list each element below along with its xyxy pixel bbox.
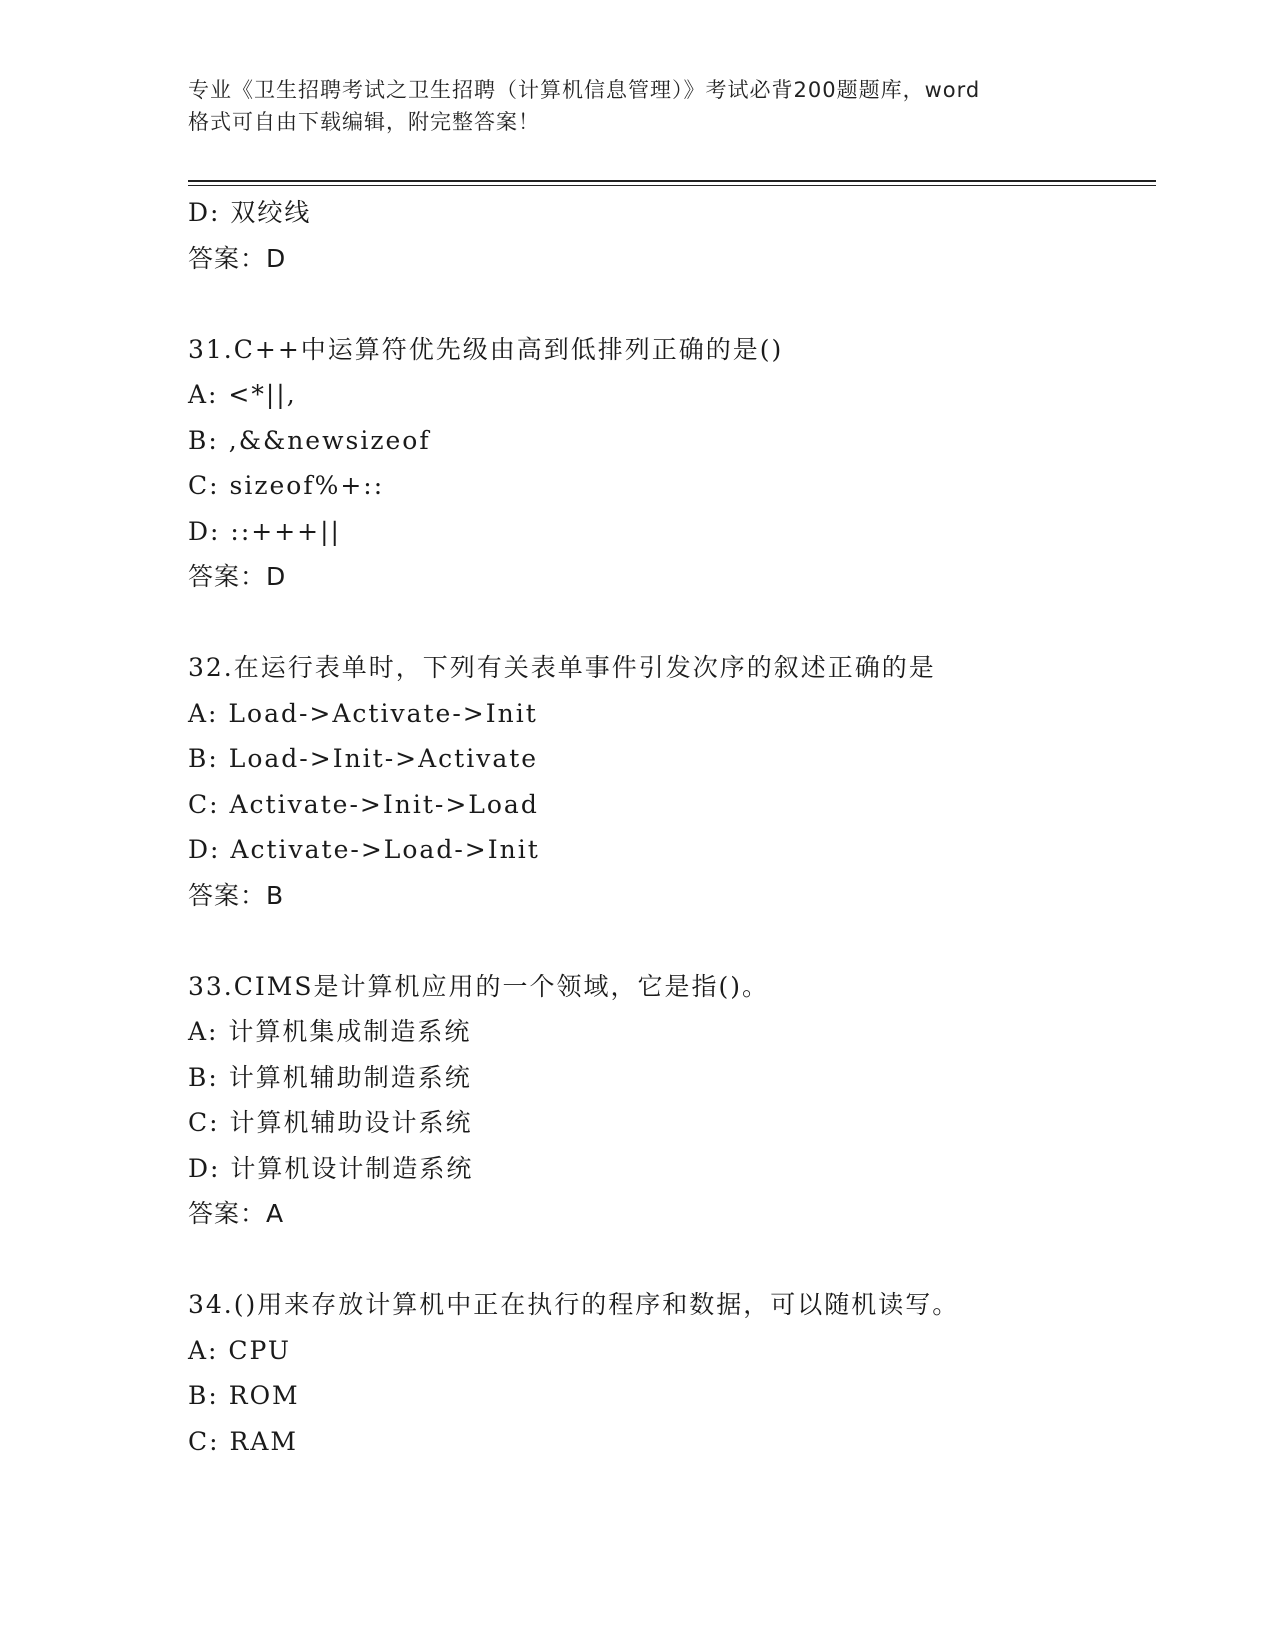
question-32 (188, 645, 1156, 918)
option-b: B: ROM (188, 1381, 300, 1410)
answer: 答案：D (188, 243, 287, 273)
option-b: B: ,&&newsizeof (188, 425, 431, 455)
document-header (188, 74, 1088, 138)
question-stem: 32.在运行表单时，下列有关表单事件引发次序的叙述正确的是 (188, 653, 936, 682)
option-d: D: 计算机设计制造系统 (188, 1153, 474, 1183)
option-b: B: 计算机辅助制造系统 (188, 1062, 472, 1092)
option-b: B: Load->Init->Activate (188, 744, 539, 773)
option-d: D: ::+++|| (188, 516, 341, 546)
option-c: C: sizeof%+:: (188, 471, 385, 500)
header-line-1: 专业《卫生招聘考试之卫生招聘（计算机信息管理）》考试必背200题题库，word (188, 78, 981, 102)
spacer (188, 600, 1156, 646)
question-list (188, 190, 1156, 1464)
answer: 答案：B (188, 880, 285, 910)
question-stem: 34.()用来存放计算机中正在执行的程序和数据，可以随机读写。 (188, 1290, 960, 1319)
question-34 (188, 1282, 1156, 1464)
question-stem: 31.C++中运算符优先级由高到低排列正确的是() (188, 334, 784, 364)
option-d: D: 双绞线 (188, 198, 312, 227)
option-d: D: Activate->Load->Init (188, 835, 540, 864)
option-c: C: RAM (188, 1426, 298, 1456)
option-a: A: <*||, (188, 380, 297, 409)
header-divider-top (188, 180, 1156, 182)
spacer (188, 281, 1156, 327)
spacer (188, 918, 1156, 964)
answer: 答案：A (188, 1199, 285, 1228)
question-33 (188, 964, 1156, 1237)
header-line-2: 格式可自由下载编辑，附完整答案！ (188, 110, 540, 134)
option-c: C: Activate->Init->Load (188, 789, 539, 819)
answer: 答案：D (188, 562, 287, 591)
spacer (188, 1237, 1156, 1283)
option-c: C: 计算机辅助设计系统 (188, 1108, 473, 1137)
option-a: A: CPU (188, 1335, 292, 1365)
option-a: A: 计算机集成制造系统 (188, 1017, 472, 1046)
header-divider-bottom (188, 185, 1156, 186)
question-31 (188, 327, 1156, 600)
question-stem: 33.CIMS是计算机应用的一个领域，它是指()。 (188, 971, 769, 1001)
option-a: A: Load->Activate->Init (188, 698, 538, 728)
